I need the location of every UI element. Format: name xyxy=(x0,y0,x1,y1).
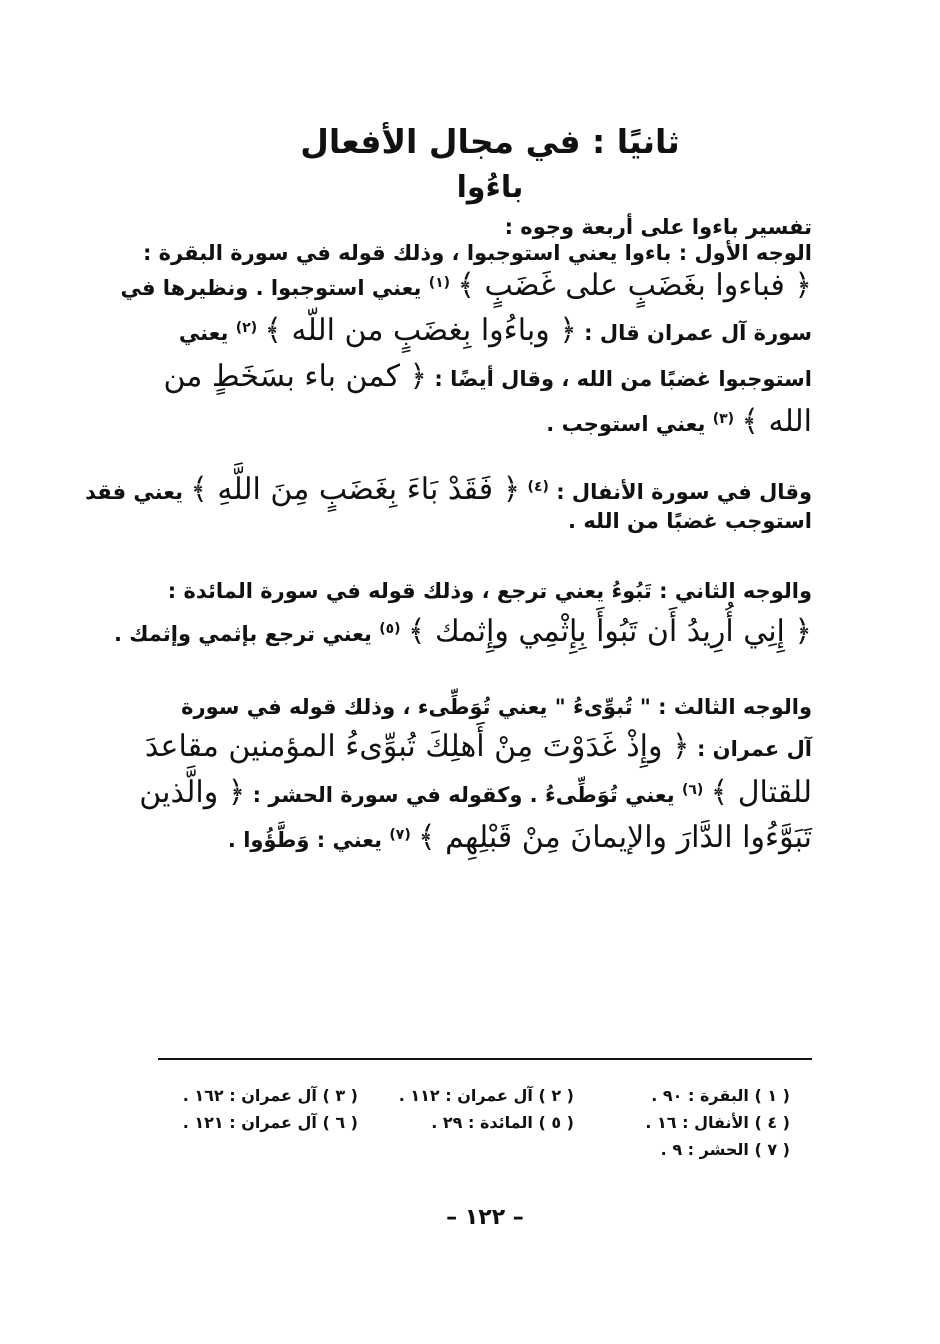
footnote-marker: (٦) xyxy=(681,781,704,798)
footnote-row xyxy=(140,1086,790,1105)
footnote-marker: (٤) xyxy=(527,478,549,495)
page-body xyxy=(85,214,812,857)
footnote-item: ( ٤ ) الأنفال : ١٦ . xyxy=(645,1113,790,1132)
quran-quote: تَبَوَّءُوا الدَّارَ والإيمانَ مِنْ قَبْلِهِم ﴾ xyxy=(418,820,812,856)
text-line: والوجه الثاني : تَبُوءُ يعني ترجع ، وذلك قوله في سورة المائدة : xyxy=(167,579,812,604)
footnote-marker: (٣) xyxy=(712,411,735,427)
quran-quote: الله ﴾ xyxy=(741,404,812,439)
quran-quote: ﴿ كمن باء بسَخَطٍ من xyxy=(163,358,428,394)
quran-quote: ﴿ فباءوا بغَضَبٍ على غَضَبٍ ﴾ xyxy=(457,267,812,303)
footnote-item: ( ٦ ) آل عمران : ١٢١ . xyxy=(182,1113,358,1132)
page-number: – ١٢٢ – xyxy=(446,1205,524,1230)
text-line: الله ﴾ $^{(٣)}$ يعني استوجب . xyxy=(546,404,812,439)
text-line: للقتال ﴾ $^{(٦)}$ يعني تُوَطِّىءُ . وكقوله في سورة الحشر : ﴿ والَّذين xyxy=(139,774,812,810)
footnote-marker: (٥) xyxy=(379,620,401,637)
text-line: الوجه الأول : باءوا يعني استوجبوا ، وذلك قوله في سورة البقرة : xyxy=(142,241,812,266)
quran-quote: ﴿ وإِذْ غَدَوْتَ مِنْ أَهلِكَ تُبوِّىءُ المؤمنين مقاعدَ xyxy=(144,729,690,765)
text-line: آل عمران : ﴿ وإِذْ غَدَوْتَ مِنْ أَهلِكَ تُبوِّىءُ المؤمنين مقاعدَ xyxy=(144,729,812,765)
quran-quote: ﴿ والَّذين xyxy=(139,774,246,810)
text-line: ﴿ إِنِي أُرِيدُ أَن تَبُوأَ بِإِثْمِي وإِثمك ﴾ $^{(٥)}$ يعني ترجع بإثمي وإثمك . xyxy=(113,613,812,649)
section-subtitle: باءُوا xyxy=(456,170,524,205)
footnote-divider xyxy=(158,1058,812,1060)
text-line: استوجب غضبًا من الله . xyxy=(568,509,812,533)
quran-quote: ﴿ إِنِي أُرِيدُ أَن تَبُوأَ بِإِثْمِي وإِثمك ﴾ xyxy=(407,613,812,649)
text-line: وقال في سورة الأنفال : $^{(٤)}$ ﴿ فَقَدْ بَاءَ بِغَضَبٍ مِنَ اللَّهِ ﴾ يعني فقد xyxy=(85,471,812,507)
footnote-marker: (٧) xyxy=(389,827,411,844)
text-line: تَبَوَّءُوا الدَّارَ والإيمانَ مِنْ قَبْلِهِم ﴾ $^{(٧)}$ يعني : وَطَّؤُوا . xyxy=(227,820,812,856)
text-line: ﴿ فباءوا بغَضَبٍ على غَضَبٍ ﴾ $^{(١)}$ يعني استوجبوا . ونظيرها في xyxy=(120,267,812,303)
footnote-item: ( ١ ) البقرة : ٩٠ . xyxy=(651,1086,790,1105)
footnote-marker: (١) xyxy=(428,274,451,291)
footnote-item: ( ٧ ) الحشر : ٩ . xyxy=(660,1140,790,1159)
footnote-item: ( ٢ ) آل عمران : ١١٢ . xyxy=(398,1086,574,1105)
footnote-row xyxy=(140,1113,790,1132)
text-line: والوجه الثالث : " تُبوِّىءُ " يعني تُوَطِّىء ، وذلك قوله في سورة xyxy=(181,695,812,719)
intro-line: تفسير باءوا على أربعة وجوه : xyxy=(504,215,812,239)
footnotes xyxy=(140,1086,790,1167)
quran-quote: ﴿ وباءُوا بِغضَبٍ من اللّه ﴾ xyxy=(264,313,577,348)
footnote-row xyxy=(140,1140,790,1159)
quran-quote: للقتال ﴾ xyxy=(710,774,812,810)
text-line: سورة آل عمران قال : ﴿ وباءُوا بِغضَبٍ من اللّه ﴾ $^{(٢)}$ يعني xyxy=(178,313,812,348)
text-line: استوجبوا غضبًا من الله ، وقال أيضًا : ﴿ كمن باء بسَخَطٍ من xyxy=(163,358,812,394)
footnote-item: ( ٥ ) المائدة : ٢٩ . xyxy=(431,1113,574,1132)
footnote-marker: (٢) xyxy=(235,320,258,336)
footnote-item: ( ٣ ) آل عمران : ١٦٢ . xyxy=(182,1086,358,1105)
quran-quote: ﴿ فَقَدْ بَاءَ بِغَضَبٍ مِنَ اللَّهِ ﴾ xyxy=(190,471,521,507)
page-title: ثانيًا : في مجال الأفعال xyxy=(300,122,680,161)
